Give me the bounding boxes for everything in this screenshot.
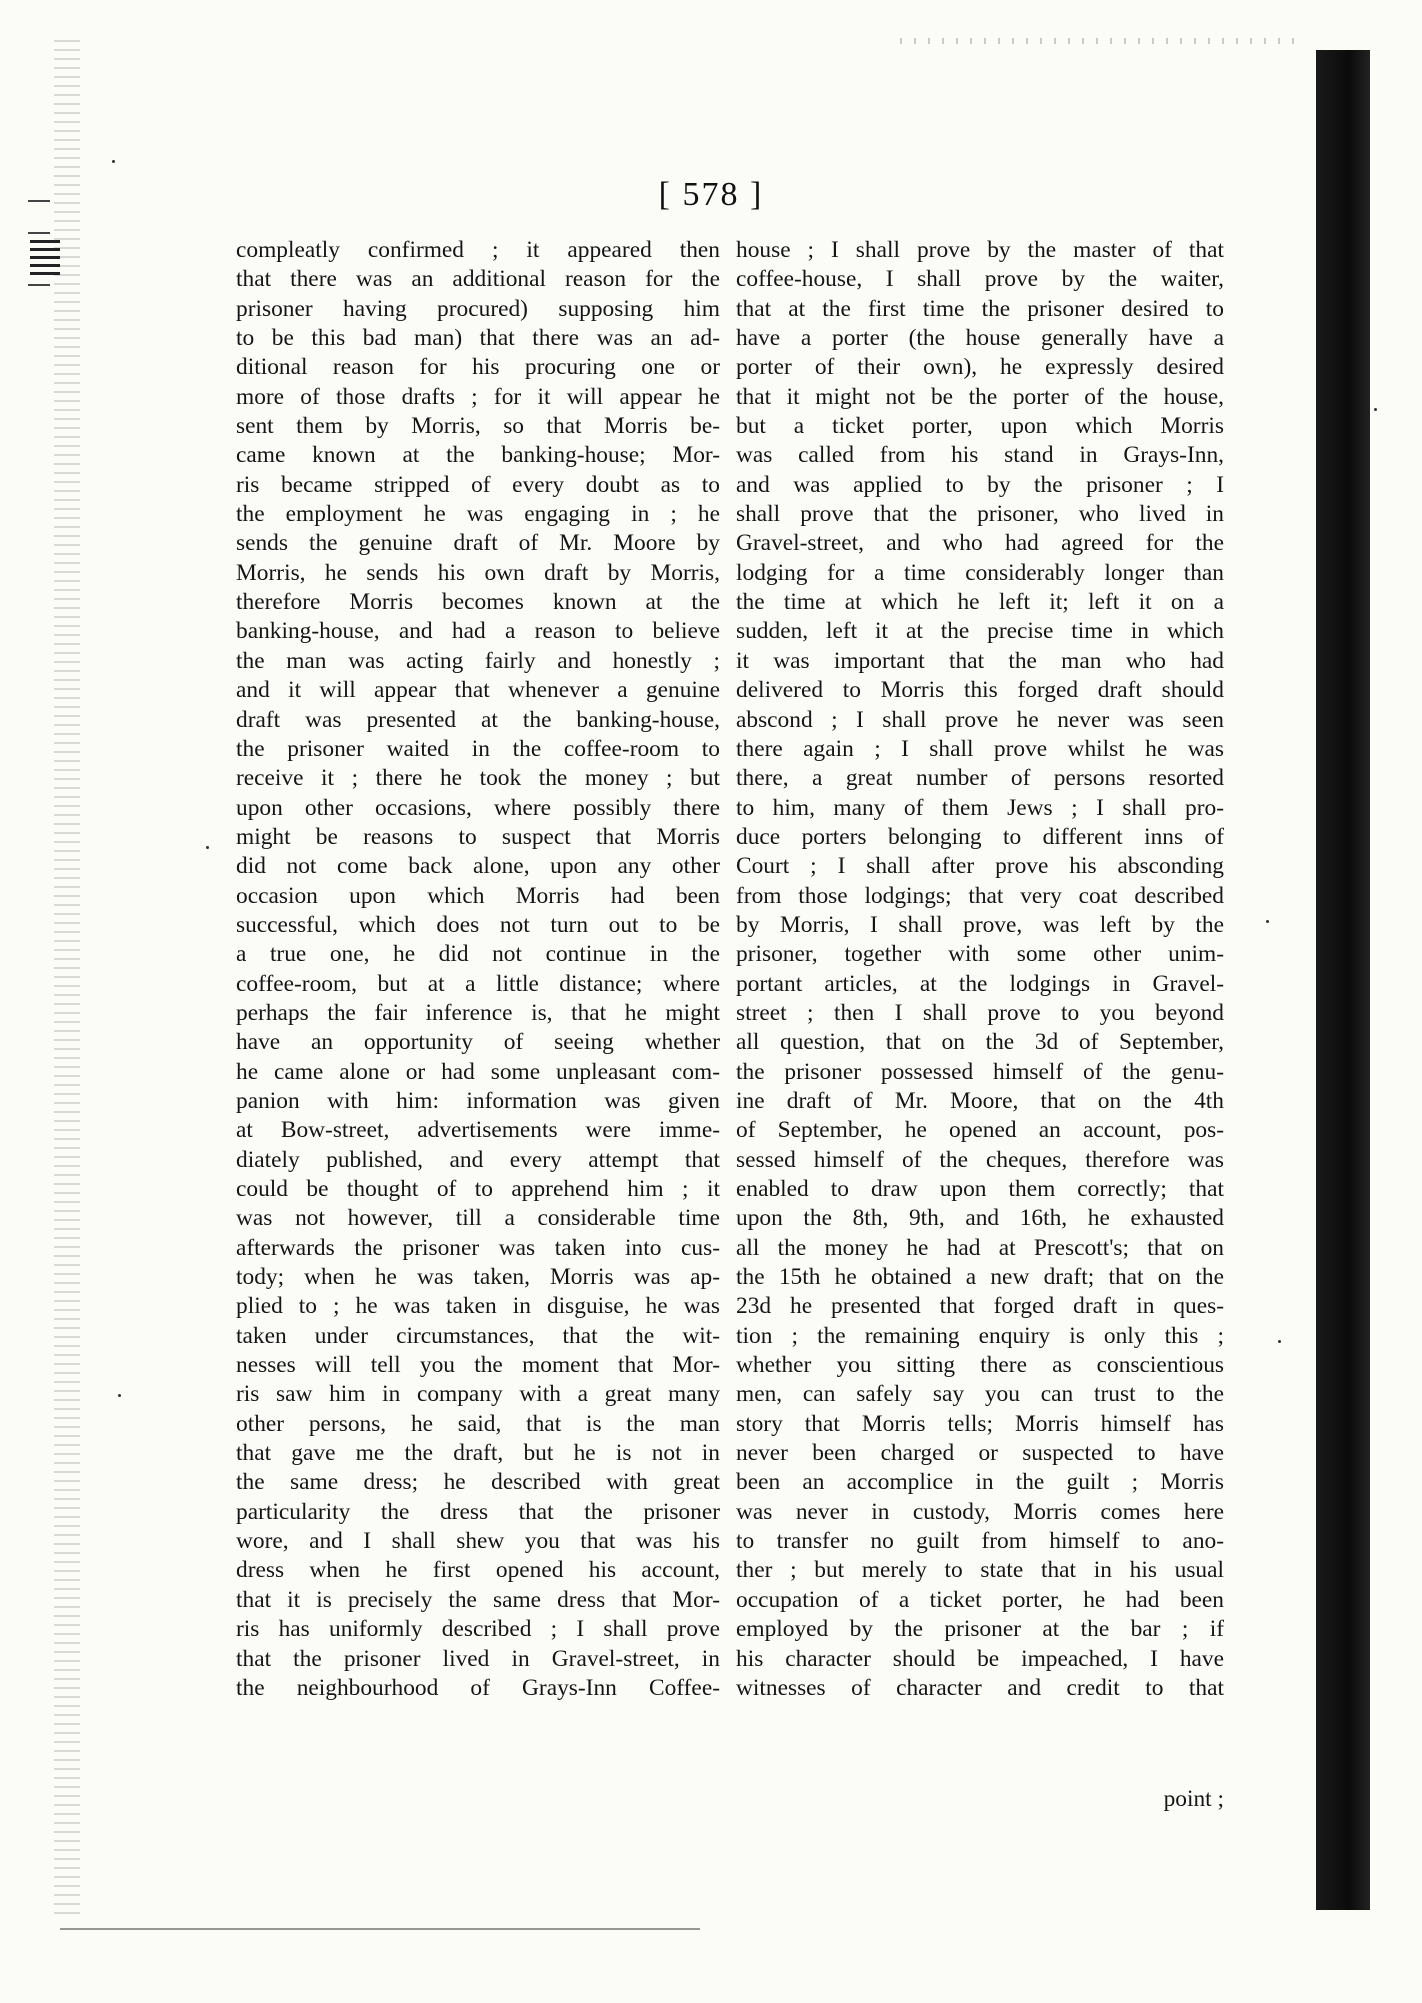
text-line: dress when he first opened his account, <box>236 1557 720 1584</box>
text-line: there again ; I shall prove whilst he was <box>736 735 1224 762</box>
scan-speck <box>118 1394 121 1397</box>
text-line: might be reasons to suspect that Morris <box>236 823 720 850</box>
text-line: there, a great number of persons resorted <box>736 765 1224 792</box>
text-line: to him, many of them Jews ; I shall pro- <box>736 794 1224 821</box>
text-line: prisoner having procured) supposing him <box>236 295 720 322</box>
text-line: the 15th he obtained a new draft; that on the <box>736 1264 1224 1291</box>
scan-speck <box>112 160 115 163</box>
text-line: afterwards the prisoner was taken into cus- <box>236 1234 720 1261</box>
text-line: that the prisoner lived in Gravel-street, in <box>236 1645 720 1672</box>
text-line: successful, which does not turn out to be <box>236 911 720 938</box>
text-line: draft was presented at the banking-house, <box>236 706 720 733</box>
text-line: story that Morris tells; Morris himself has <box>736 1410 1224 1437</box>
text-line: panion with him: information was given <box>236 1087 720 1114</box>
text-line: diately published, and every attempt that <box>236 1146 720 1173</box>
text-line: a true one, he did not continue in the <box>236 941 720 968</box>
text-line: particularity the dress that the prisoner <box>236 1498 720 1525</box>
text-line: sessed himself of the cheques, therefore was <box>736 1146 1224 1173</box>
bottom-edge-line <box>60 1928 700 1930</box>
text-line: all question, that on the 3d of September, <box>736 1029 1224 1056</box>
text-line: his character should be impeached, I have <box>736 1645 1224 1672</box>
text-line: the prisoner possessed himself of the genu- <box>736 1058 1224 1085</box>
text-line: sent them by Morris, so that Morris be- <box>236 413 720 440</box>
text-line: sends the genuine draft of Mr. Moore by <box>236 530 720 557</box>
text-line: he came alone or had some unpleasant com- <box>236 1058 720 1085</box>
text-line: street ; then I shall prove to you beyond <box>736 999 1224 1026</box>
text-line: that there was an additional reason for the <box>236 266 720 293</box>
text-line: occupation of a ticket porter, he had been <box>736 1586 1224 1613</box>
text-line: that it is precisely the same dress that Mor- <box>236 1586 720 1613</box>
scan-speck <box>1374 408 1377 411</box>
text-line: employed by the prisoner at the bar ; if <box>736 1616 1224 1643</box>
text-line: therefore Morris becomes known at the <box>236 589 720 616</box>
text-line: coffee-house, I shall prove by the waiter, <box>736 266 1224 293</box>
text-line: from those lodgings; that very coat described <box>736 882 1224 909</box>
text-line: enabled to draw upon them correctly; that <box>736 1176 1224 1202</box>
text-line: delivered to Morris this forged draft should <box>736 677 1224 704</box>
text-line: that at the first time the prisoner desired to <box>736 295 1224 322</box>
text-line: the employment he was engaging in ; he <box>236 501 720 528</box>
text-line: other persons, he said, that is the man <box>236 1410 720 1437</box>
text-line: at Bow-street, advertisements were imme- <box>236 1117 720 1144</box>
catchword: point ; <box>1163 1786 1224 1812</box>
text-line: have an opportunity of seeing whether <box>236 1029 720 1056</box>
text-line: duce porters belonging to different inns of <box>736 823 1224 850</box>
text-line: coffee-room, but at a little distance; where <box>236 970 720 997</box>
text-line: never been charged or suspected to have <box>736 1440 1224 1467</box>
text-line: but a ticket porter, upon which Morris <box>736 413 1224 440</box>
text-line: ris became stripped of every doubt as to <box>236 471 720 498</box>
text-line: Court ; I shall after prove his absconding <box>736 853 1224 880</box>
text-line: of September, he opened an account, pos- <box>736 1117 1224 1144</box>
left-gutter-mark <box>30 240 60 278</box>
text-line: was never in custody, Morris comes here <box>736 1498 1224 1525</box>
text-line: 23d he presented that forged draft in ques- <box>736 1293 1224 1320</box>
text-line: ris has uniformly described ; I shall prove <box>236 1616 720 1643</box>
text-line: the same dress; he described with great <box>236 1469 720 1496</box>
text-line: Gravel-street, and who had agreed for the <box>736 530 1224 557</box>
text-line: have a porter (the house generally have a <box>736 325 1224 352</box>
text-line: to be this bad man) that there was an ad- <box>236 325 720 352</box>
text-line: plied to ; he was taken in disguise, he was <box>236 1293 720 1320</box>
text-line: ine draft of Mr. Moore, that on the 4th <box>736 1087 1224 1114</box>
scan-speck <box>1278 1340 1281 1343</box>
text-line: the neighbourhood of Grays-Inn Coffee- <box>236 1674 720 1701</box>
text-line: ris saw him in company with a great many <box>236 1381 720 1408</box>
right-binding-edge <box>1316 50 1370 1910</box>
text-line: was called from his stand in Grays-Inn, <box>736 442 1224 469</box>
text-line: abscond ; I shall prove he never was seen <box>736 706 1224 733</box>
scan-noise-top <box>900 38 1300 44</box>
text-line: that it might not be the porter of the house, <box>736 383 1224 410</box>
text-line: witnesses of character and credit to that <box>736 1674 1224 1701</box>
text-line: could be thought of to apprehend him ; it <box>236 1176 720 1202</box>
text-line: it was important that the man who had <box>736 647 1224 674</box>
text-line: all the money he had at Prescott's; that on <box>736 1234 1224 1261</box>
text-line: to transfer no guilt from himself to ano- <box>736 1528 1224 1555</box>
text-line: house ; I shall prove by the master of that <box>736 237 1224 263</box>
text-line: by Morris, I shall prove, was left by the <box>736 911 1224 938</box>
text-line: and was applied to by the prisoner ; I <box>736 471 1224 498</box>
text-line: tody; when he was taken, Morris was ap- <box>236 1264 720 1291</box>
text-line: upon other occasions, where possibly there <box>236 794 720 821</box>
page-number: [ 578 ] <box>658 176 764 213</box>
right-text-column <box>736 236 1224 1703</box>
text-line: banking-house, and had a reason to believe <box>236 618 720 645</box>
text-line: men, can safely say you can trust to the <box>736 1381 1224 1408</box>
text-line: nesses will tell you the moment that Mor- <box>236 1352 720 1379</box>
text-line: ditional reason for his procuring one or <box>236 354 720 381</box>
text-line: Morris, he sends his own draft by Morris, <box>236 559 720 586</box>
text-line: receive it ; there he took the money ; but <box>236 765 720 792</box>
text-line: lodging for a time considerably longer than <box>736 559 1224 586</box>
text-line: the time at which he left it; left it on a <box>736 589 1224 616</box>
left-text-column <box>236 236 720 1703</box>
left-gutter-dash <box>28 284 50 286</box>
text-line: wore, and I shall shew you that was his <box>236 1528 720 1555</box>
text-line: the prisoner waited in the coffee-room to <box>236 735 720 762</box>
scan-speck <box>1266 920 1269 923</box>
text-line: more of those drafts ; for it will appear he <box>236 383 720 410</box>
scan-speck <box>206 846 209 849</box>
text-line: compleatly confirmed ; it appeared then <box>236 237 720 263</box>
text-line: prisoner, together with some other unim- <box>736 941 1224 968</box>
text-line: taken under circumstances, that the wit- <box>236 1322 720 1349</box>
text-line: portant articles, at the lodgings in Gravel- <box>736 970 1224 997</box>
text-line: did not come back alone, upon any other <box>236 853 720 880</box>
text-line: perhaps the fair inference is, that he might <box>236 999 720 1026</box>
left-gutter-scan-noise <box>54 40 80 1920</box>
text-line: porter of their own), he expressly desired <box>736 354 1224 381</box>
text-line: sudden, left it at the precise time in which <box>736 618 1224 645</box>
text-line: came known at the banking-house; Mor- <box>236 442 720 469</box>
text-line: been an accomplice in the guilt ; Morris <box>736 1469 1224 1496</box>
text-line: that gave me the draft, but he is not in <box>236 1440 720 1467</box>
text-line: the man was acting fairly and honestly ; <box>236 647 720 674</box>
left-gutter-dash <box>28 232 50 234</box>
text-line: and it will appear that whenever a genuine <box>236 677 720 704</box>
text-line: whether you sitting there as conscientious <box>736 1352 1224 1379</box>
text-line: ther ; but merely to state that in his usual <box>736 1557 1224 1584</box>
text-line: occasion upon which Morris had been <box>236 882 720 909</box>
text-line: upon the 8th, 9th, and 16th, he exhausted <box>736 1205 1224 1232</box>
text-line: was not however, till a considerable time <box>236 1205 720 1232</box>
text-line: shall prove that the prisoner, who lived in <box>736 501 1224 528</box>
text-line: tion ; the remaining enquiry is only this ; <box>736 1322 1224 1349</box>
